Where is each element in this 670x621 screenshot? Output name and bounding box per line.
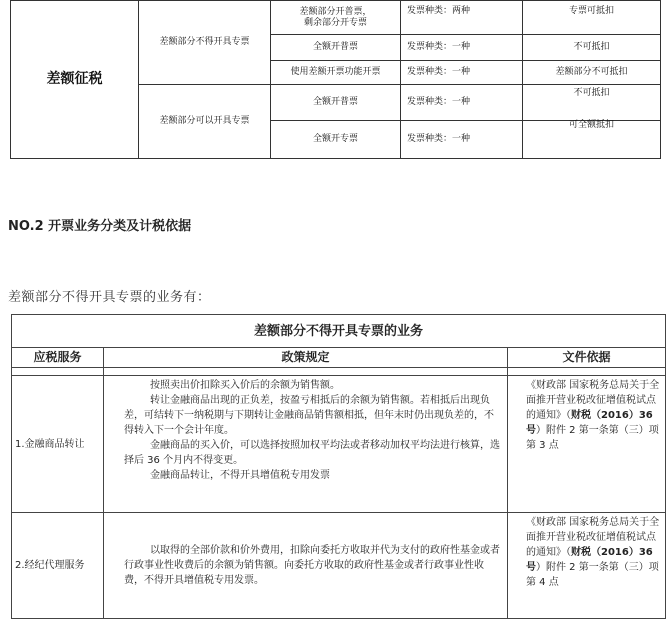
doc-cell xyxy=(508,513,666,619)
table-row xyxy=(12,376,666,513)
types-cell: 发票种类：一种 xyxy=(407,97,471,107)
method-cell: 全额开普票 xyxy=(312,97,358,107)
policy-cell xyxy=(104,513,508,619)
header-rule xyxy=(508,368,666,376)
result-cell: 专票可抵扣 xyxy=(568,6,614,16)
result-cell: 不可抵扣 xyxy=(573,88,610,98)
header-service: 应税服务 xyxy=(12,348,104,368)
policy-line: 以取得的全部价款和价外费用，扣除向委托方收取并代为支付的政府性基金或者行政事业性收费后的余额为销售额。向委托方收取的政府性基金或者行政事业性收费，不得开具增值税专用发票。 xyxy=(124,545,500,586)
policy-line: 金融商品转让，不得开具增值税专用发票 xyxy=(150,470,330,481)
method-cell: 差额部分开普票， 剩余部分开专票 xyxy=(299,6,372,28)
result-cell: 可全额抵扣 xyxy=(568,120,614,130)
business-table xyxy=(11,314,666,619)
header-rule xyxy=(104,368,508,376)
policy-line: 转让金融商品出现的正负差，按盈亏相抵后的余额为销售额。若相抵后出现负差，可结转下一纳税期与下期转让金融商品销售额相抵，但年末时仍出现负差的，不得转入下一个会计年度。 xyxy=(124,395,494,436)
doc-number: 财税（2016）36号 xyxy=(526,547,653,573)
doc-text: 《财政部 国家税务总局关于全面推开营业税改征增值税试点的通知》（ xyxy=(526,380,660,421)
table-row xyxy=(12,513,666,619)
header-policy: 政策规定 xyxy=(104,348,508,368)
policy-line: 按照卖出价扣除买入价后的余额为销售额。 xyxy=(150,380,340,391)
doc-text: 《财政部 国家税务总局关于全面推开营业税改征增值税试点的通知》（ xyxy=(526,517,660,558)
category-cell: 差额征税 xyxy=(46,71,103,87)
types-cell: 发票种类：一种 xyxy=(407,134,471,144)
service-cell: 1.金融商品转让 xyxy=(12,376,104,513)
group-no-special: 差额部分不得开具专票 xyxy=(159,37,250,47)
intro-text: 差额部分不得开具专票的业务有： xyxy=(8,290,211,305)
table-title: 差额部分不得开具专票的业务 xyxy=(12,315,666,348)
doc-text: ）附件 2 第一条第（三）项第 3 点 xyxy=(526,425,659,451)
doc-number: 财税（2016）36号 xyxy=(526,410,653,436)
service-cell: 2.经纪代理服务 xyxy=(12,513,104,619)
types-cell: 发票种类：两种 xyxy=(407,6,471,16)
policy-line: 金融商品的买入价，可以选择按照加权平均法或者移动加权平均法进行核算，选择后 36 个月内不得变更。 xyxy=(124,440,500,466)
method-cell: 使用差额开票功能开票 xyxy=(290,67,381,77)
header-rule xyxy=(12,368,104,376)
result-cell: 差额部分不可抵扣 xyxy=(555,67,628,77)
result-cell: 不可抵扣 xyxy=(573,42,610,52)
group-special: 差额部分可以开具专票 xyxy=(159,116,250,126)
types-cell: 发票种类：一种 xyxy=(407,67,471,77)
section-heading: NO.2 开票业务分类及计税依据 xyxy=(8,219,192,234)
doc-cell xyxy=(508,376,666,513)
header-doc: 文件依据 xyxy=(508,348,666,368)
method-cell: 全额开普票 xyxy=(312,42,358,52)
doc-text: ）附件 2 第一条第（三）项第 4 点 xyxy=(526,562,659,588)
method-cell: 全额开专票 xyxy=(312,134,358,144)
types-cell: 发票种类：一种 xyxy=(407,42,471,52)
policy-cell xyxy=(104,376,508,513)
